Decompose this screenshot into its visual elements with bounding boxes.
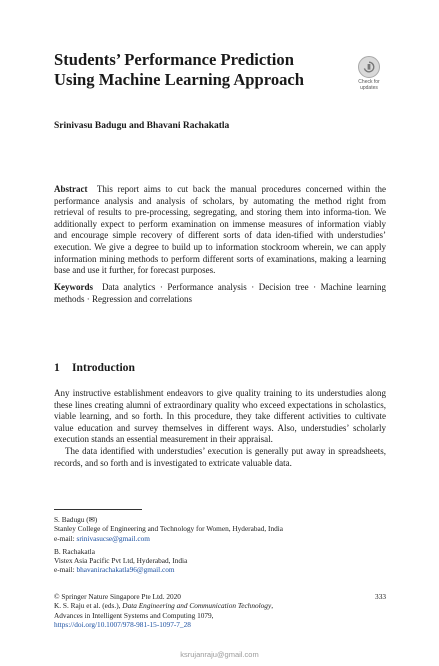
keyword-item: Regression and correlations <box>92 293 192 304</box>
keyword-separator: · <box>308 282 321 292</box>
footnote-email-line: e-mail: srinivasucse@gmail.com <box>54 533 150 543</box>
author2-email-link[interactable]: bhavanirachakatla96@gmail.com <box>76 565 175 575</box>
keyword-item: Performance analysis <box>167 282 247 292</box>
copyright-line: © Springer Nature Singapore Pte Ltd. 2020 <box>54 592 181 601</box>
body-paragraph: The data identified with understudies’ execution is generally put away in spreadsheets, records, and so forth and is investigated to extricate valuable data. <box>54 445 386 468</box>
doi-link[interactable]: https://doi.org/10.1007/978-981-15-1097-7_28 <box>54 619 191 629</box>
abstract <box>54 184 386 277</box>
keywords-label: Keywords <box>54 282 93 292</box>
keyword-separator: · <box>84 293 92 304</box>
footnote-author-name: S. Badugu (✉) <box>54 515 98 524</box>
email-watermark: ksrujanraju@gmail.com <box>180 650 259 659</box>
author-names: Srinivasu Badugu and Bhavani Rachakatla <box>54 121 230 131</box>
section-heading <box>54 361 135 374</box>
author-footnotes <box>54 515 386 579</box>
check-updates-icon <box>358 56 380 78</box>
keyword-item: Data analytics <box>101 282 156 292</box>
citation-line: K. S. Raju et al. (eds.), Data Engineering and Communication Technology, <box>54 601 274 611</box>
title-line-2: Using Machine Learning Approach <box>54 70 305 89</box>
footnote-author-name: B. Rachakatla <box>54 546 95 556</box>
keyword-item: Decision tree <box>258 282 309 292</box>
abstract-text: This report aims to cut back the manual procedures concerned within the performance analysis and analysis of scholars, by automating the method right from retrieval of results to pre-processing, segregating, and storing them into informa-tion. We additionally expect to perform examination on immense measures of information viably and encourage simple recovery of different sorts of data iden-tified with understudies’ execution. We give a degree to build up to information stockroom wherein, we can apply information mining methods to perform different sorts of examinations, making a learning base and use it further, for forecast purposes. <box>54 184 386 276</box>
copyright-block <box>54 592 386 629</box>
abstract-label: Abstract <box>54 184 88 194</box>
author-footnote-1 <box>54 515 386 543</box>
series-line: Advances in Intelligent Systems and Computing 1079, <box>54 610 214 620</box>
check-for-updates-badge[interactable] <box>352 56 386 92</box>
body-paragraph: Any instructive establishment endeavors to give quality training to its understudies along these lines creating alumni of extraordinary quality who exceed expectations in scholastics, viable learning, and so forth. In this procedure, they take different activities to cultivate value education and survey themselves in different ways. Also, understudies’ scholarly execution stands an essential measurement in their appraisal. <box>54 388 386 445</box>
page-number: 333 <box>375 592 386 601</box>
keyword-separator: · <box>246 282 259 292</box>
section-number: 1 <box>54 361 60 374</box>
section-body <box>54 388 386 469</box>
paper-title <box>54 50 344 90</box>
author1-email-link[interactable]: srinivasucse@gmail.com <box>76 533 150 543</box>
keywords-list <box>54 282 386 304</box>
book-title: Data Engineering and Communication Technology <box>122 601 272 611</box>
keyword-item: Machine learning methods <box>54 282 387 304</box>
author-footnote-2 <box>54 547 386 575</box>
keywords <box>54 282 386 305</box>
footnote-email-line: e-mail: bhavanirachakatla96@gmail.com <box>54 565 175 575</box>
footnote-rule <box>54 509 142 510</box>
section-title: Introduction <box>72 361 135 374</box>
title-line-1: Students’ Performance Prediction <box>54 50 294 69</box>
keyword-separator: · <box>155 282 168 292</box>
footnote-affiliation: Vistex Asia Pacific Pvt Ltd, Hyderabad, India <box>54 556 188 566</box>
check-updates-label: Check for updates <box>358 79 380 91</box>
footnote-affiliation: Stanley College of Engineering and Technology for Women, Hyderabad, India <box>54 524 284 534</box>
